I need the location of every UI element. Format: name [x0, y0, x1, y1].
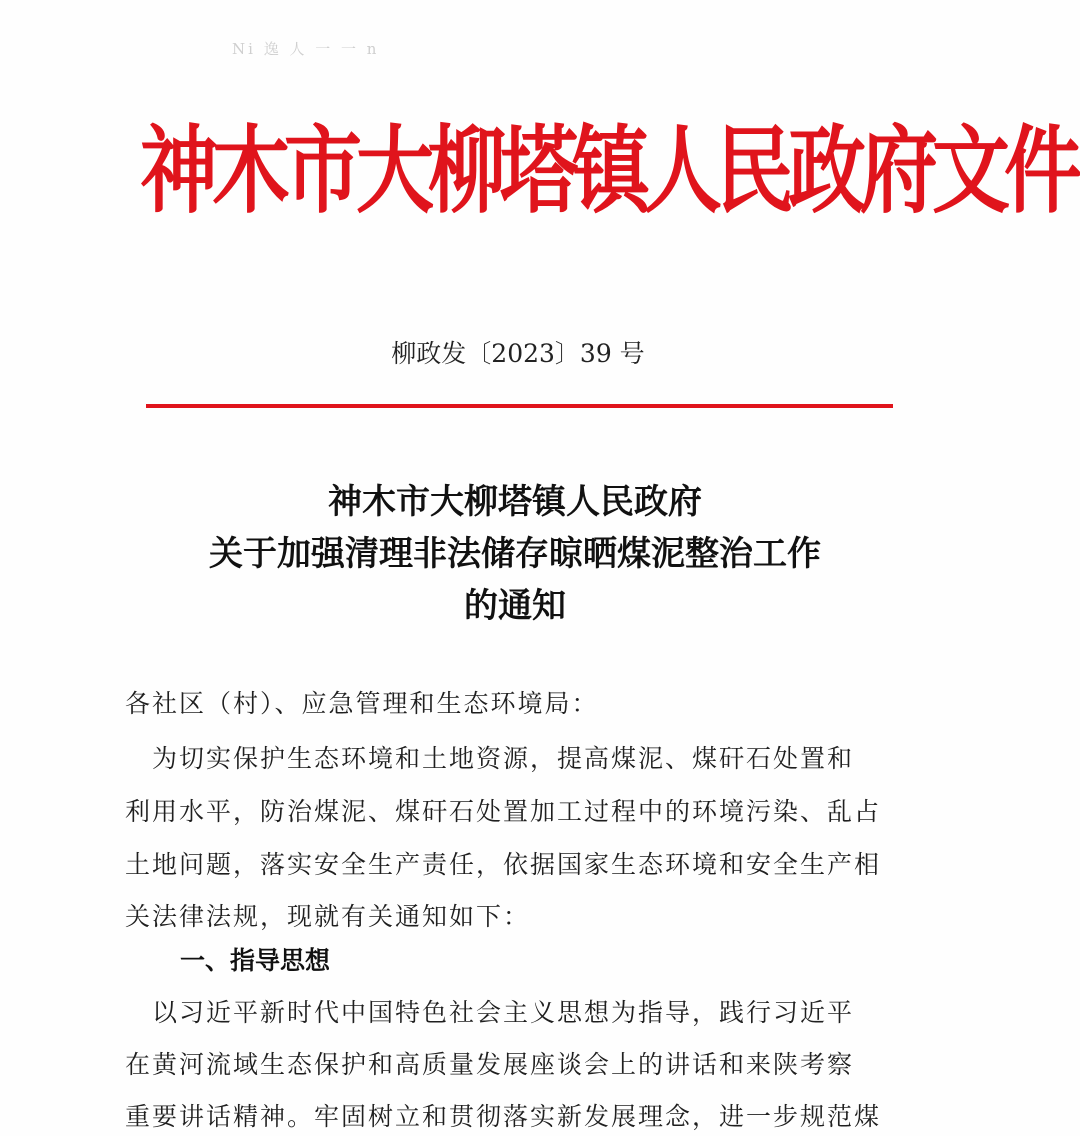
paragraph-1-line-3: 土地问题，落实安全生产责任，依据国家生态环境和安全生产相: [125, 850, 882, 879]
faint-stamp-mark: Ni 逸 人 一 一 n: [232, 40, 380, 58]
paragraph-2-line-1: 以习近平新时代中国特色社会主义思想为指导，践行习近平: [125, 998, 855, 1027]
paragraph-1-line-1: 为切实保护生态环境和土地资源，提高煤泥、煤矸石处置和: [125, 744, 855, 773]
addressee-line: 各社区（村）、应急管理和生态环境局：: [125, 689, 599, 718]
paragraph-1-line-4: 关法律法规，现就有关通知如下：: [125, 902, 531, 931]
title-line-2: 关于加强清理非法储存晾晒煤泥整治工作: [209, 534, 821, 574]
title-line-1: 神木市大柳塔镇人民政府: [328, 482, 702, 522]
paragraph-2-line-3: 重要讲话精神。牢固树立和贯彻落实新发展理念，进一步规范煤: [125, 1102, 882, 1131]
document-number: 柳政发〔2023〕39 号: [391, 339, 645, 368]
red-divider-line: [146, 404, 893, 408]
document-masthead: 神木市大柳塔镇人民政府文件: [140, 115, 1077, 227]
document-title: [0, 476, 1030, 632]
paragraph-2-line-2: 在黄河流域生态保护和高质量发展座谈会上的讲话和来陕考察: [125, 1050, 855, 1079]
title-line-3: 的通知: [464, 586, 566, 626]
paragraph-1-line-2: 利用水平，防治煤泥、煤矸石处置加工过程中的环境污染、乱占: [125, 797, 882, 826]
section-heading-guiding-ideology: 一、指导思想: [180, 946, 331, 975]
